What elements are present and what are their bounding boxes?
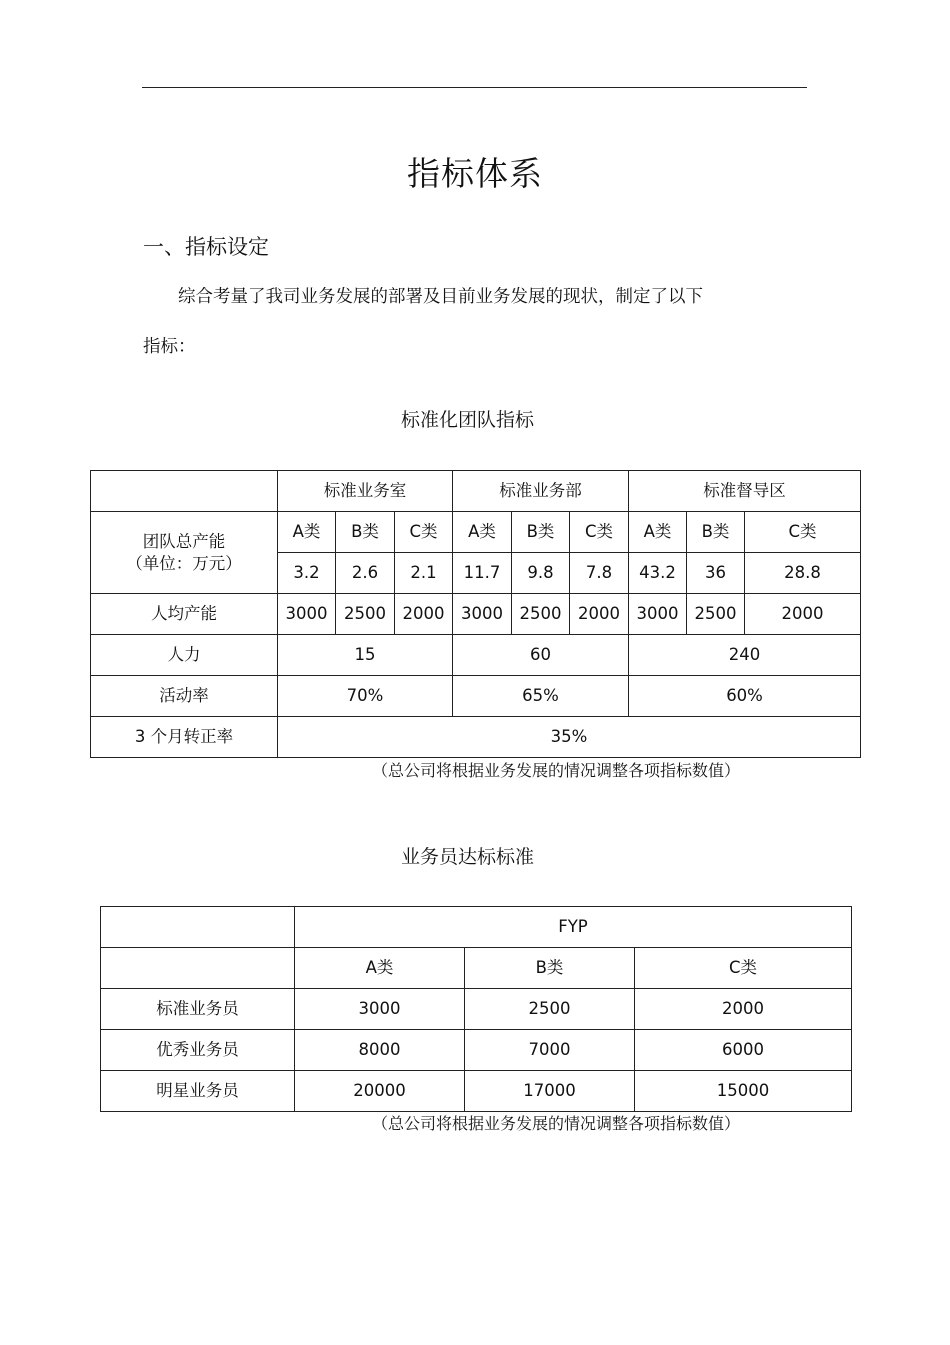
row-label: 标准业务员: [101, 989, 295, 1030]
value-cell: 2500: [465, 989, 635, 1030]
intro-paragraph-line2: 指标：: [143, 337, 196, 357]
table1-note: （总公司将根据业务发展的情况调整各项指标数值）: [372, 761, 741, 780]
value-cell: 20000: [295, 1071, 465, 1112]
class-cell: B类: [336, 512, 395, 553]
capacity-row-label: [91, 512, 278, 594]
activity-value-cell: 65%: [453, 676, 629, 717]
capacity-value-cell: 2.6: [336, 553, 395, 594]
fyp-header: FYP: [295, 907, 852, 948]
activity-value-cell: 60%: [629, 676, 861, 717]
capacity-label-line2: （单位：万元）: [126, 553, 242, 573]
table-row: [101, 1030, 852, 1071]
value-cell: 15000: [635, 1071, 852, 1112]
group-header: 标准业务部: [453, 471, 629, 512]
table2-blank-cell: [101, 948, 295, 989]
class-cell: A类: [453, 512, 512, 553]
table1-caption: 标准化团队指标: [400, 409, 534, 431]
conversion-value-cell: 35%: [278, 717, 861, 758]
row-label: 明星业务员: [101, 1071, 295, 1112]
manpower-value-cell: 240: [629, 635, 861, 676]
value-cell: 3000: [295, 989, 465, 1030]
group-header: 标准督导区: [629, 471, 861, 512]
value-cell: 2000: [635, 989, 852, 1030]
capacity-value-cell: 36: [687, 553, 745, 594]
manpower-row-label: 人力: [91, 635, 278, 676]
class-cell: B类: [512, 512, 570, 553]
table-row: [101, 989, 852, 1030]
conversion-row-label: 3 个月转正率: [91, 717, 278, 758]
value-cell: 6000: [635, 1030, 852, 1071]
table2-note: （总公司将根据业务发展的情况调整各项指标数值）: [372, 1114, 741, 1133]
section-heading: 一、指标设定: [143, 235, 269, 259]
per-capita-value-cell: 2500: [336, 594, 395, 635]
manpower-value-cell: 15: [278, 635, 453, 676]
table2-caption: 业务员达标标准: [400, 846, 534, 868]
capacity-value-cell: 2.1: [395, 553, 453, 594]
table-row: [101, 1071, 852, 1112]
class-cell: A类: [629, 512, 687, 553]
capacity-value-cell: 43.2: [629, 553, 687, 594]
class-cell: C类: [570, 512, 629, 553]
capacity-value-cell: 7.8: [570, 553, 629, 594]
per-capita-row-label: 人均产能: [91, 594, 278, 635]
intro-paragraph-line1: 综合考量了我司业务发展的部署及目前业务发展的现状，制定了以下: [178, 287, 703, 307]
per-capita-value-cell: 3000: [278, 594, 336, 635]
capacity-label-line1: 团队总产能: [142, 531, 226, 551]
group-header: 标准业务室: [278, 471, 453, 512]
agent-standards-table: [100, 906, 852, 1112]
table1-corner-cell: [91, 471, 278, 512]
value-cell: 8000: [295, 1030, 465, 1071]
class-cell: C类: [395, 512, 453, 553]
per-capita-value-cell: 2500: [687, 594, 745, 635]
per-capita-value-cell: 3000: [629, 594, 687, 635]
table2-corner-cell: [101, 907, 295, 948]
header-rule: [142, 87, 807, 88]
page-title: 指标体系: [407, 154, 543, 193]
activity-row-label: 活动率: [91, 676, 278, 717]
value-cell: 7000: [465, 1030, 635, 1071]
per-capita-value-cell: 2000: [395, 594, 453, 635]
per-capita-value-cell: 2000: [745, 594, 861, 635]
row-label: 优秀业务员: [101, 1030, 295, 1071]
per-capita-value-cell: 2500: [512, 594, 570, 635]
capacity-value-cell: 11.7: [453, 553, 512, 594]
activity-value-cell: 70%: [278, 676, 453, 717]
team-metrics-table: [90, 470, 861, 758]
capacity-value-cell: 28.8: [745, 553, 861, 594]
class-header: B类: [465, 948, 635, 989]
class-header: A类: [295, 948, 465, 989]
class-cell: B类: [687, 512, 745, 553]
value-cell: 17000: [465, 1071, 635, 1112]
per-capita-value-cell: 2000: [570, 594, 629, 635]
capacity-value-cell: 3.2: [278, 553, 336, 594]
class-header: C类: [635, 948, 852, 989]
class-cell: C类: [745, 512, 861, 553]
manpower-value-cell: 60: [453, 635, 629, 676]
per-capita-value-cell: 3000: [453, 594, 512, 635]
capacity-value-cell: 9.8: [512, 553, 570, 594]
class-cell: A类: [278, 512, 336, 553]
